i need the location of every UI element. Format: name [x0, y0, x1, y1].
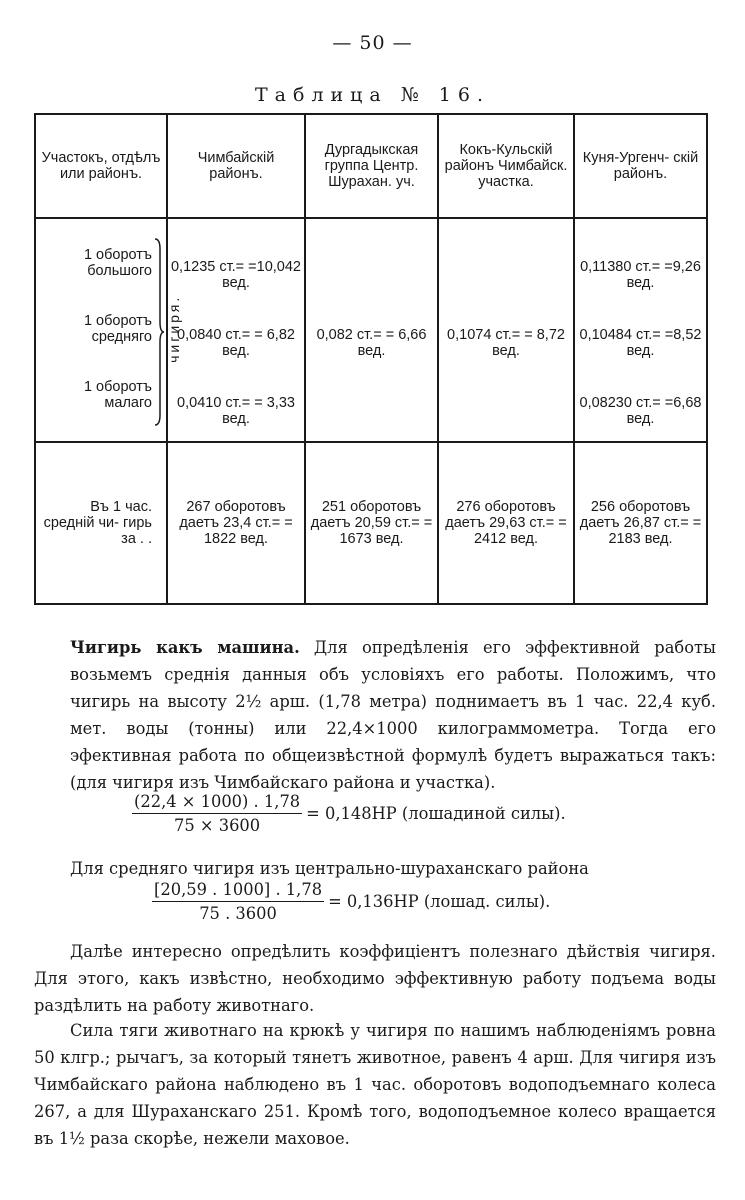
header-durgadyk: Дургадыкская группа Центр. Шурахан. уч.	[305, 114, 438, 218]
paragraph-efficiency: Далѣе интересно опредѣлить коэффиціентъ полезнаго дѣйствія чигиря. Для этого, какъ извѣстно, необходимо эффективную работу подъема воды раздѣлить на работу животнаго.	[34, 942, 716, 1015]
table-title: Таблица № 16.	[255, 84, 490, 106]
formula2-denominator: 75 . 3600	[199, 904, 277, 923]
row-label-medium: 1 оборотъ средняго	[83, 313, 152, 346]
paragraph-chigir-machine	[70, 634, 716, 796]
table-row-revolutions	[35, 218, 707, 442]
row-label-large: 1 оборотъ большого	[83, 247, 152, 280]
hourly-label: Въ 1 час. средній чи- гирь за . .	[35, 442, 167, 604]
data-table	[34, 113, 708, 605]
formula1-denominator: 75 × 3600	[174, 816, 261, 835]
chimbay-values	[167, 218, 305, 442]
paragraph-body: Для опредѣленія его эффективной работы возьмемъ среднія данныя объ условіяхъ его работы. Положимъ, что чигирь на высоту 2½ арш. (1,78 метра) поднимаетъ въ 1 час. 22,4 куб. мет. воды (тонны) или 22,4×1000 килограммометра. Тогда его эфективная работа по общеизвѣстной формулѣ будетъ выражаться такъ: (для чигиря изъ Чимбайскаго района и участка).	[70, 638, 716, 792]
kunya-small: 0,08230 ст.= =6,68 вед.	[579, 395, 702, 428]
formula1-numerator: (22,4 × 1000) . 1,78	[132, 792, 302, 814]
curly-brace	[154, 237, 164, 427]
kokkul-medium: 0,1074 ст.= = 8,72 вед.	[447, 327, 565, 360]
kunya-values	[574, 218, 707, 442]
header-kokkul: Кокъ-Кульскій районъ Чимбайск. участка.	[438, 114, 574, 218]
header-chimbay: Чимбайскій районъ.	[167, 114, 305, 218]
kokkul-values	[438, 218, 574, 442]
row-label-small: 1 оборотъ малаго	[83, 379, 152, 412]
formula-central	[152, 880, 550, 923]
page-number: — 50 —	[332, 32, 413, 54]
header-kunya: Куня-Ургенч- скій районъ.	[574, 114, 707, 218]
chimbay-large: 0,1235 ст.= =10,042 вед.	[170, 259, 301, 292]
formula2-result: = 0,136HP (лошад. силы).	[328, 892, 551, 911]
kunya-medium: 0,10484 ст.= =8,52 вед.	[579, 327, 702, 360]
formula-chimbay	[132, 792, 566, 835]
row-labels-cell	[35, 218, 183, 442]
table-header-row	[35, 114, 707, 218]
hourly-chimbay: 267 оборотовъ даетъ 23,4 ст.= = 1822 вед.	[167, 442, 305, 604]
vertical-label: чигиря.	[166, 294, 183, 364]
hourly-kunya: 256 оборотовъ даетъ 26,87 ст.= = 2183 вед.	[574, 442, 707, 604]
durgadyk-medium: 0,082 ст.= = 6,66 вед.	[316, 327, 427, 360]
formula1-result: = 0,148HP (лошадиной силы).	[306, 804, 566, 823]
paragraph-traction: Сила тяги животнаго на крюкѣ у чигиря по нашимъ наблюденіямъ ровна 50 клгр.; рычагъ, за который тянетъ животное, равенъ 4 арш. Для чигиря изъ Чимбайскаго района наблюдено въ 1 час. оборотовъ водоподъемнаго колеса 267, а для Шураханскаго 251. Кромѣ того, водоподъемное колесо вращается въ 1½ раза скорѣе, нежели маховое.	[34, 1021, 716, 1148]
chimbay-small: 0,0410 ст.= = 3,33 вед.	[177, 395, 295, 428]
paragraph-central: Для средняго чигиря изъ центрально-шураханскаго района	[70, 859, 589, 878]
kunya-large: 0,11380 ст.= =9,26 вед.	[580, 259, 701, 292]
formula2-numerator: [20,59 . 1000] . 1,78	[152, 880, 324, 902]
paragraph-heading: Чигирь какъ машина.	[70, 638, 300, 657]
hourly-durgadyk: 251 оборотовъ даетъ 20,59 ст.= = 1673 вед.	[305, 442, 438, 604]
table-row-hourly	[35, 442, 707, 604]
chimbay-medium: 0,0840 ст.= = 6,82 вед.	[177, 327, 295, 360]
hourly-kokkul: 276 оборотовъ даетъ 29,63 ст.= = 2412 вед.	[438, 442, 574, 604]
durgadyk-values	[305, 218, 438, 442]
header-district: Участокъ, отдѣлъ или районъ.	[35, 114, 167, 218]
